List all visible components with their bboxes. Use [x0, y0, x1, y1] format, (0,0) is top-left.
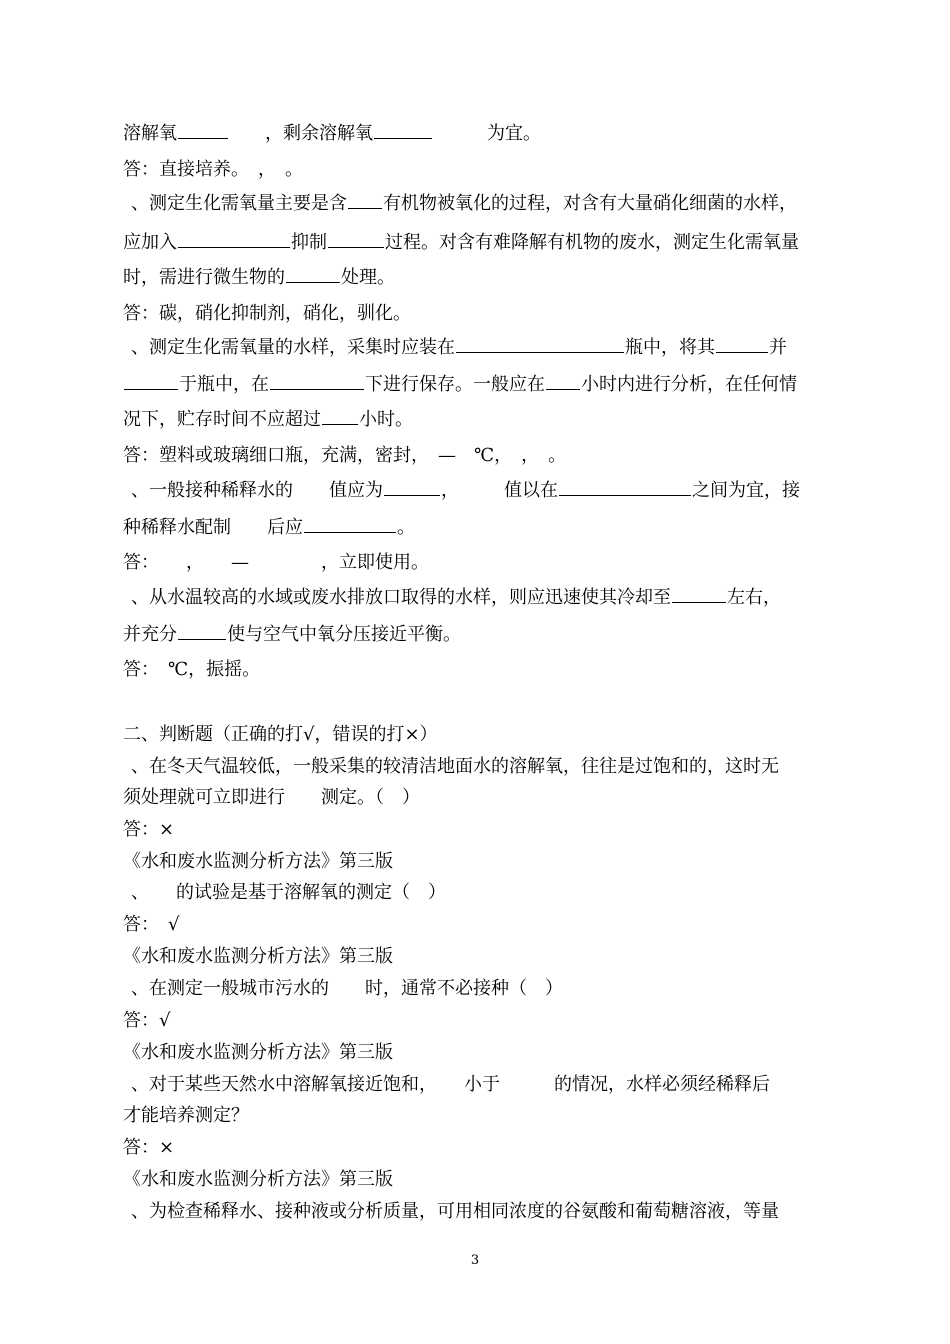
- text: 小时内进行分析，在任何情: [581, 374, 797, 395]
- text: 有机物被氧化的过程，对含有大量硝化细菌的水样，: [383, 193, 797, 214]
- blank: [322, 406, 358, 425]
- question-line: [131, 584, 781, 610]
- blank: [286, 264, 340, 283]
- blank: [374, 120, 432, 139]
- blank: [178, 120, 228, 139]
- answer-line: 答：直接培养。 ， 。: [123, 159, 303, 180]
- question-line: [123, 621, 461, 647]
- text: 于瓶中，在: [179, 374, 269, 395]
- blank: [304, 514, 396, 533]
- text: 之间为宜，接: [692, 480, 800, 501]
- source-line: 《水和废水监测分析方法》第三版: [123, 1169, 393, 1190]
- text: 并充分: [123, 624, 177, 645]
- text: 。: [397, 517, 415, 538]
- blank: [546, 371, 580, 390]
- answer-line: 答：√: [123, 1010, 171, 1031]
- answer-line: 答： ， — ，立即使用。: [123, 552, 429, 573]
- text: 下进行保存。一般应在: [365, 374, 545, 395]
- source-line: 《水和废水监测分析方法》第三版: [123, 851, 393, 872]
- question-line: [123, 514, 415, 540]
- answer-line: 答：塑料或玻璃细口瓶，充满，密封， — ℃， ， 。: [123, 445, 567, 466]
- text: 况下，贮存时间不应超过: [123, 409, 321, 430]
- question-line: [123, 229, 799, 255]
- question-line: [131, 334, 787, 360]
- blank: [716, 334, 768, 353]
- text: 种稀释水配制 后应: [123, 517, 303, 538]
- question-line: 、 的试验是基于溶解氧的测定（ ）: [131, 882, 446, 903]
- question-line: [131, 477, 800, 503]
- text: 瓶中，将其: [625, 337, 715, 358]
- text: 并: [769, 337, 787, 358]
- blank: [178, 229, 290, 248]
- blank: [328, 229, 384, 248]
- text: 时，需进行微生物的: [123, 267, 285, 288]
- text: 、从水温较高的水域或废水排放口取得的水样，则应迅速使其冷却至: [131, 587, 671, 608]
- question-line: [123, 264, 395, 290]
- text: 抑制: [291, 232, 327, 253]
- question-line: 、对于某些天然水中溶解氧接近饱和， 小于 的情况，水样必须经稀释后: [131, 1074, 770, 1095]
- answer-line: 答：碳，硝化抑制剂，硝化，驯化。: [123, 303, 411, 324]
- question-line: 、在测定一般城市污水的 时，通常不必接种（ ）: [131, 978, 563, 999]
- question-line: 、为检查稀释水、接种液或分析质量，可用相同浓度的谷氨酸和葡萄糖溶液，等量: [131, 1201, 779, 1222]
- text: ， 值以在: [441, 480, 558, 501]
- text: 过程。对含有难降解有机物的废水，测定生化需氧量: [385, 232, 799, 253]
- text: 应加入: [123, 232, 177, 253]
- question-line: [123, 120, 541, 146]
- text: 处理。: [341, 267, 395, 288]
- blank: [270, 371, 364, 390]
- page-number: 3: [470, 1253, 480, 1268]
- text: 、测定生化需氧量主要是含: [131, 193, 347, 214]
- blank: [559, 477, 691, 496]
- text: 、测定生化需氧量的水样，采集时应装在: [131, 337, 455, 358]
- question-line: [131, 190, 797, 216]
- answer-line: 答： √: [123, 914, 180, 935]
- text: ，剩余溶解氧: [265, 123, 373, 144]
- source-line: 《水和废水监测分析方法》第三版: [123, 1042, 393, 1063]
- text: 小时。: [359, 409, 413, 430]
- answer-line: 答：×: [123, 819, 175, 840]
- question-line: [123, 406, 413, 432]
- text: 左右，: [727, 587, 781, 608]
- text: 溶解氧: [123, 123, 177, 144]
- question-line: 须处理就可立即进行 测定。（ ）: [123, 787, 420, 808]
- source-line: 《水和废水监测分析方法》第三版: [123, 946, 393, 967]
- answer-line: 答： ℃，振摇。: [123, 659, 261, 680]
- question-line: 才能培养测定？: [123, 1105, 249, 1126]
- text: 为宜。: [487, 123, 541, 144]
- blank: [348, 190, 382, 209]
- blank: [384, 477, 440, 496]
- answer-line: 答：×: [123, 1137, 175, 1158]
- question-line: 、在冬天气温较低，一般采集的较清洁地面水的溶解氧，往往是过饱和的，这时无: [131, 756, 779, 777]
- text: 、一般接种稀释水的 值应为: [131, 480, 383, 501]
- blank: [124, 371, 178, 390]
- section-heading: 二、判断题（正确的打√，错误的打×）: [123, 724, 438, 745]
- blank: [456, 334, 624, 353]
- blank: [672, 584, 726, 603]
- question-line: [123, 371, 797, 397]
- blank: [178, 621, 226, 640]
- text: 使与空气中氧分压接近平衡。: [227, 624, 461, 645]
